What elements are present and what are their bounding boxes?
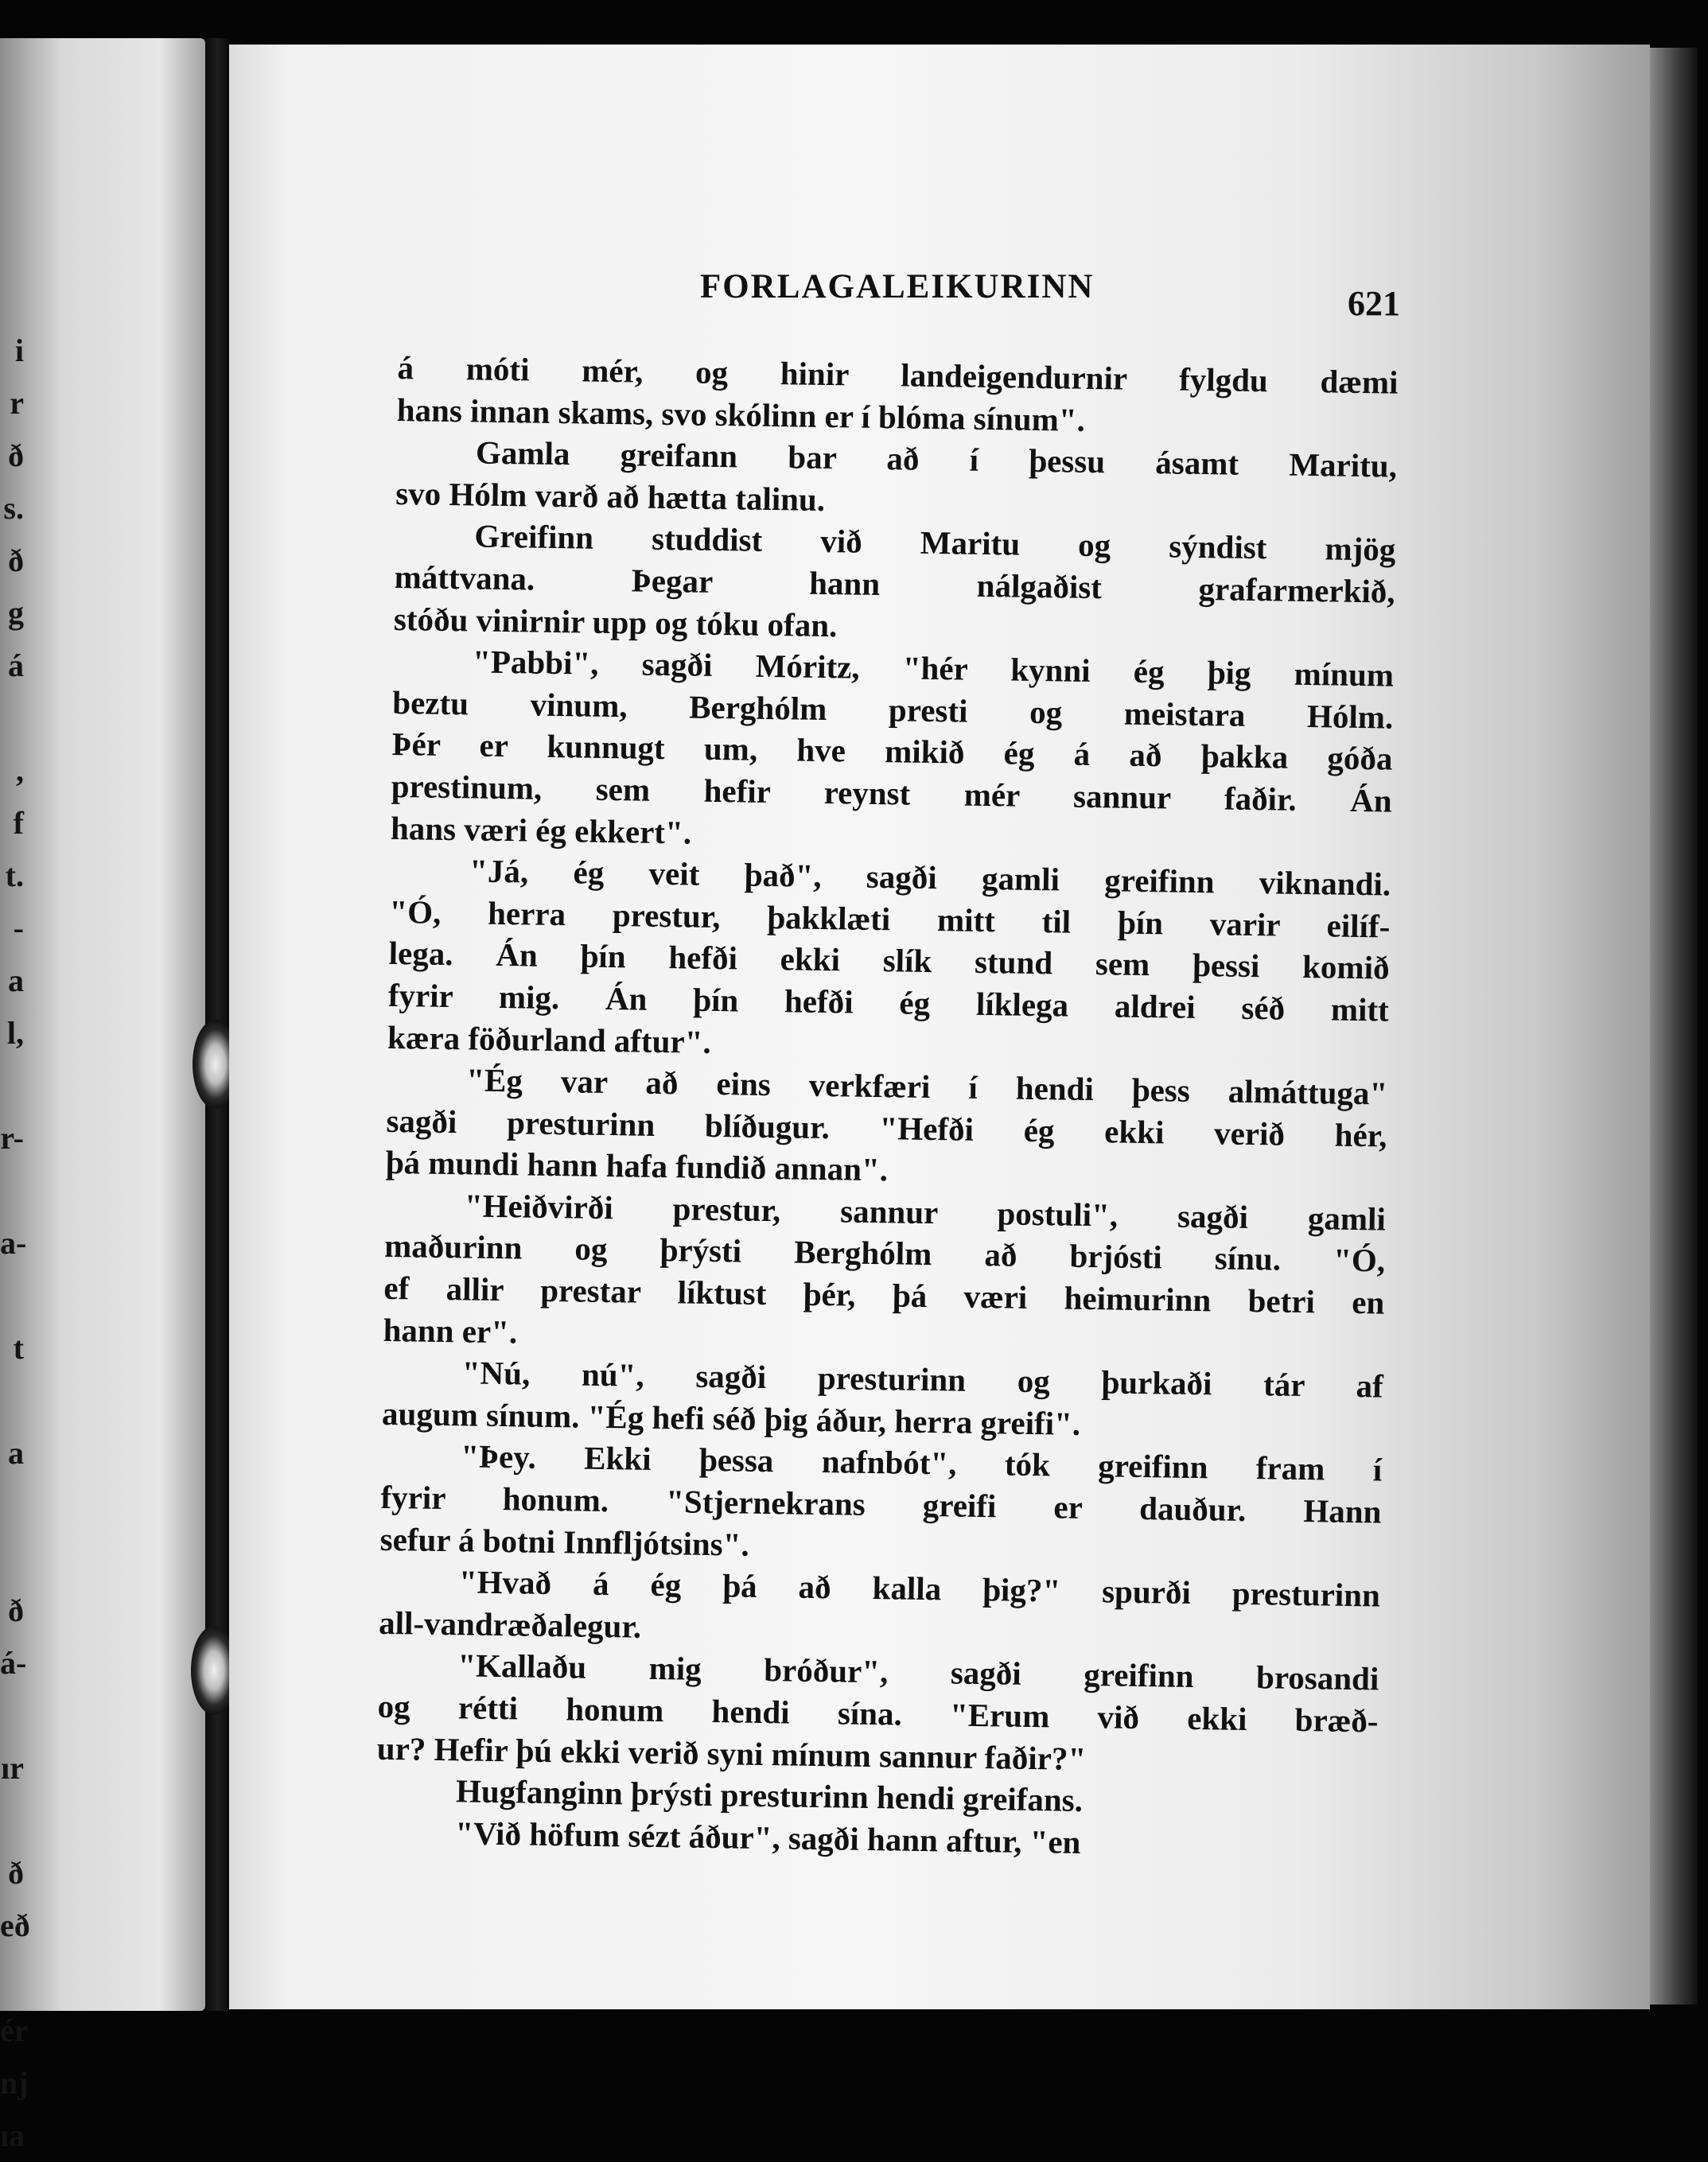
- text-line: "Nú, nú", sagði presturinn og þurkaði tár af: [461, 1354, 1384, 1405]
- left-page-fragment: [0, 1165, 24, 1217]
- left-page-fragment: eð: [0, 1907, 30, 1943]
- text-line: þá mundi hann hafa fundið annan".: [385, 1144, 889, 1188]
- left-page-fragment: -: [13, 910, 24, 946]
- left-page-fragment: [0, 1795, 24, 1847]
- text-line: "Þey. Ekki þessa nafnbót", tók greifinn fram í: [460, 1437, 1383, 1488]
- text-line: fyrir mig. Án þín hefði ég líklega aldrei séð mitt: [387, 976, 1390, 1029]
- text-line: all-vandræðalegur.: [378, 1604, 642, 1645]
- text-line: "Ég var að eins verkfæri í hendi þess almáttuga": [465, 1061, 1388, 1112]
- left-page-fragment: a: [8, 1435, 24, 1471]
- left-page-fragment: ð: [8, 437, 24, 473]
- text-line: og rétti honum hendi sína. "Erum við ekki bræð-: [377, 1687, 1379, 1740]
- left-page-fragment: ır: [1, 1750, 24, 1786]
- left-page-fragment: g: [8, 595, 24, 631]
- left-page-fragment: ð: [8, 542, 24, 578]
- text-line: "Ó, herra prestur, þakklæti mitt til þín varir eilíf-: [389, 892, 1391, 945]
- left-page-fragment: [0, 1952, 24, 2005]
- text-line: hann er".: [383, 1311, 518, 1351]
- left-page-fragment: t.: [5, 857, 24, 893]
- text-line: sagði presturinn blíðugur. "Hefði ég ekki verið hér,: [386, 1102, 1387, 1154]
- text-line: Gamla greifann bar að í þessu ásamt Maritu,: [475, 434, 1398, 484]
- left-page-fragment: ,: [16, 752, 24, 788]
- text-line: svo Hólm varð að hætta talinu.: [395, 474, 826, 518]
- left-page-fragment: i: [14, 332, 24, 368]
- left-page-fragment: nj: [0, 2065, 29, 2101]
- text-line: prestinum, sem hefir reynst mér sannur faðir. Án: [391, 767, 1393, 819]
- left-page-fragment: t: [13, 1330, 24, 1366]
- left-page-fragment: [0, 1270, 24, 1322]
- left-page-fragment: [0, 692, 24, 745]
- left-page-fragment: r-: [0, 1120, 24, 1156]
- left-page-fragment: á: [8, 647, 24, 683]
- text-line: "Heiðvirði prestur, sannur postuli", sagði gamli: [464, 1187, 1387, 1238]
- text-line: "Pabbi", sagði Móritz, "hér kynni ég þig mínum: [472, 643, 1395, 694]
- left-page-fragment: [0, 1690, 24, 1742]
- left-page-fragment: a-: [0, 1225, 27, 1261]
- left-page-fragment: [0, 1375, 24, 1427]
- text-line: á móti mér, og hinir landeigendurnir fylgdu dæmi: [397, 348, 1399, 401]
- text-line: sefur á botni Innfljótsins".: [379, 1520, 750, 1563]
- left-page-fragment: [0, 1060, 24, 1112]
- left-page-fragment: á-: [0, 1645, 27, 1681]
- text-line: Greifinn studdist við Maritu og sýndist mjög: [474, 517, 1396, 569]
- text-line: lega. Án þín hefði ekki slík stund sem þessi komið: [388, 935, 1390, 986]
- left-page-fragment: [0, 1532, 24, 1585]
- text-line: ef allir prestar líktust þér, þá væri heimurinn betri en: [383, 1269, 1385, 1321]
- text-line: hans innan skams, svo skólinn er í blóma sínum".: [396, 391, 1086, 438]
- left-page-fragment: s.: [3, 490, 24, 526]
- left-page-fragment: ıa: [0, 2117, 25, 2153]
- left-page-text-fragments: [0, 325, 30, 2162]
- page-number: 621: [1348, 284, 1400, 323]
- left-page-fragment: ð: [8, 1592, 24, 1628]
- text-line: máttvana. Þegar hann nálgaðist grafarmerkið,: [394, 558, 1395, 610]
- text-line: hans væri ég ekkert".: [390, 809, 692, 851]
- left-page-fragment: f: [13, 805, 24, 841]
- text-line: "Kallaðu mig bróður", sagði greifinn brosandi: [457, 1647, 1379, 1697]
- left-page: [0, 38, 205, 2153]
- text-line: Þér er kunnugt um, hve mikið ég á að þakka góða: [391, 725, 1393, 777]
- text-line: Hugfanginn þrýsti presturinn hendi greifans.: [455, 1772, 1084, 1819]
- text-line: augum sínum. "Ég hefi séð þig áður, herra greifi".: [381, 1394, 1081, 1442]
- left-page-fragment: [0, 1480, 24, 1532]
- left-page-fragment: l,: [6, 1015, 24, 1051]
- text-line: maðurinn og þrýsti Berghólm að brjósti sínu. "Ó,: [383, 1227, 1386, 1280]
- text-line: "Hvað á ég þá að kalla þig?" spurði presturinn: [458, 1563, 1381, 1614]
- left-page-fragment: ér: [0, 2012, 29, 2048]
- text-line: "Við höfum sézt áður", sagði hann aftur, "en: [454, 1814, 1081, 1861]
- body-text: [375, 347, 1399, 1868]
- left-page-fragment: ð: [8, 1855, 24, 1891]
- text-line: "Já, ég veit það", sagði gamli greifinn viknandi.: [469, 852, 1391, 903]
- left-page-fragment: r: [10, 385, 24, 421]
- text-line: kæra föðurland aftur".: [387, 1018, 712, 1060]
- text-line: beztu vinum, Berghólm presti og meistara Hólm.: [392, 683, 1394, 736]
- text-line: fyrir honum. "Stjernekrans greifi er dauður. Hann: [380, 1478, 1382, 1530]
- text-line: stóðu vinirnir upp og tóku ofan.: [393, 600, 838, 644]
- page-edge-shadow: [1650, 48, 1698, 2005]
- left-page-fragment: a: [8, 962, 24, 998]
- running-header: FORLAGALEIKURINN: [700, 268, 1095, 305]
- text-line: ur? Hefir þú ekki verið syni mínum sannur faðir?": [376, 1729, 1087, 1777]
